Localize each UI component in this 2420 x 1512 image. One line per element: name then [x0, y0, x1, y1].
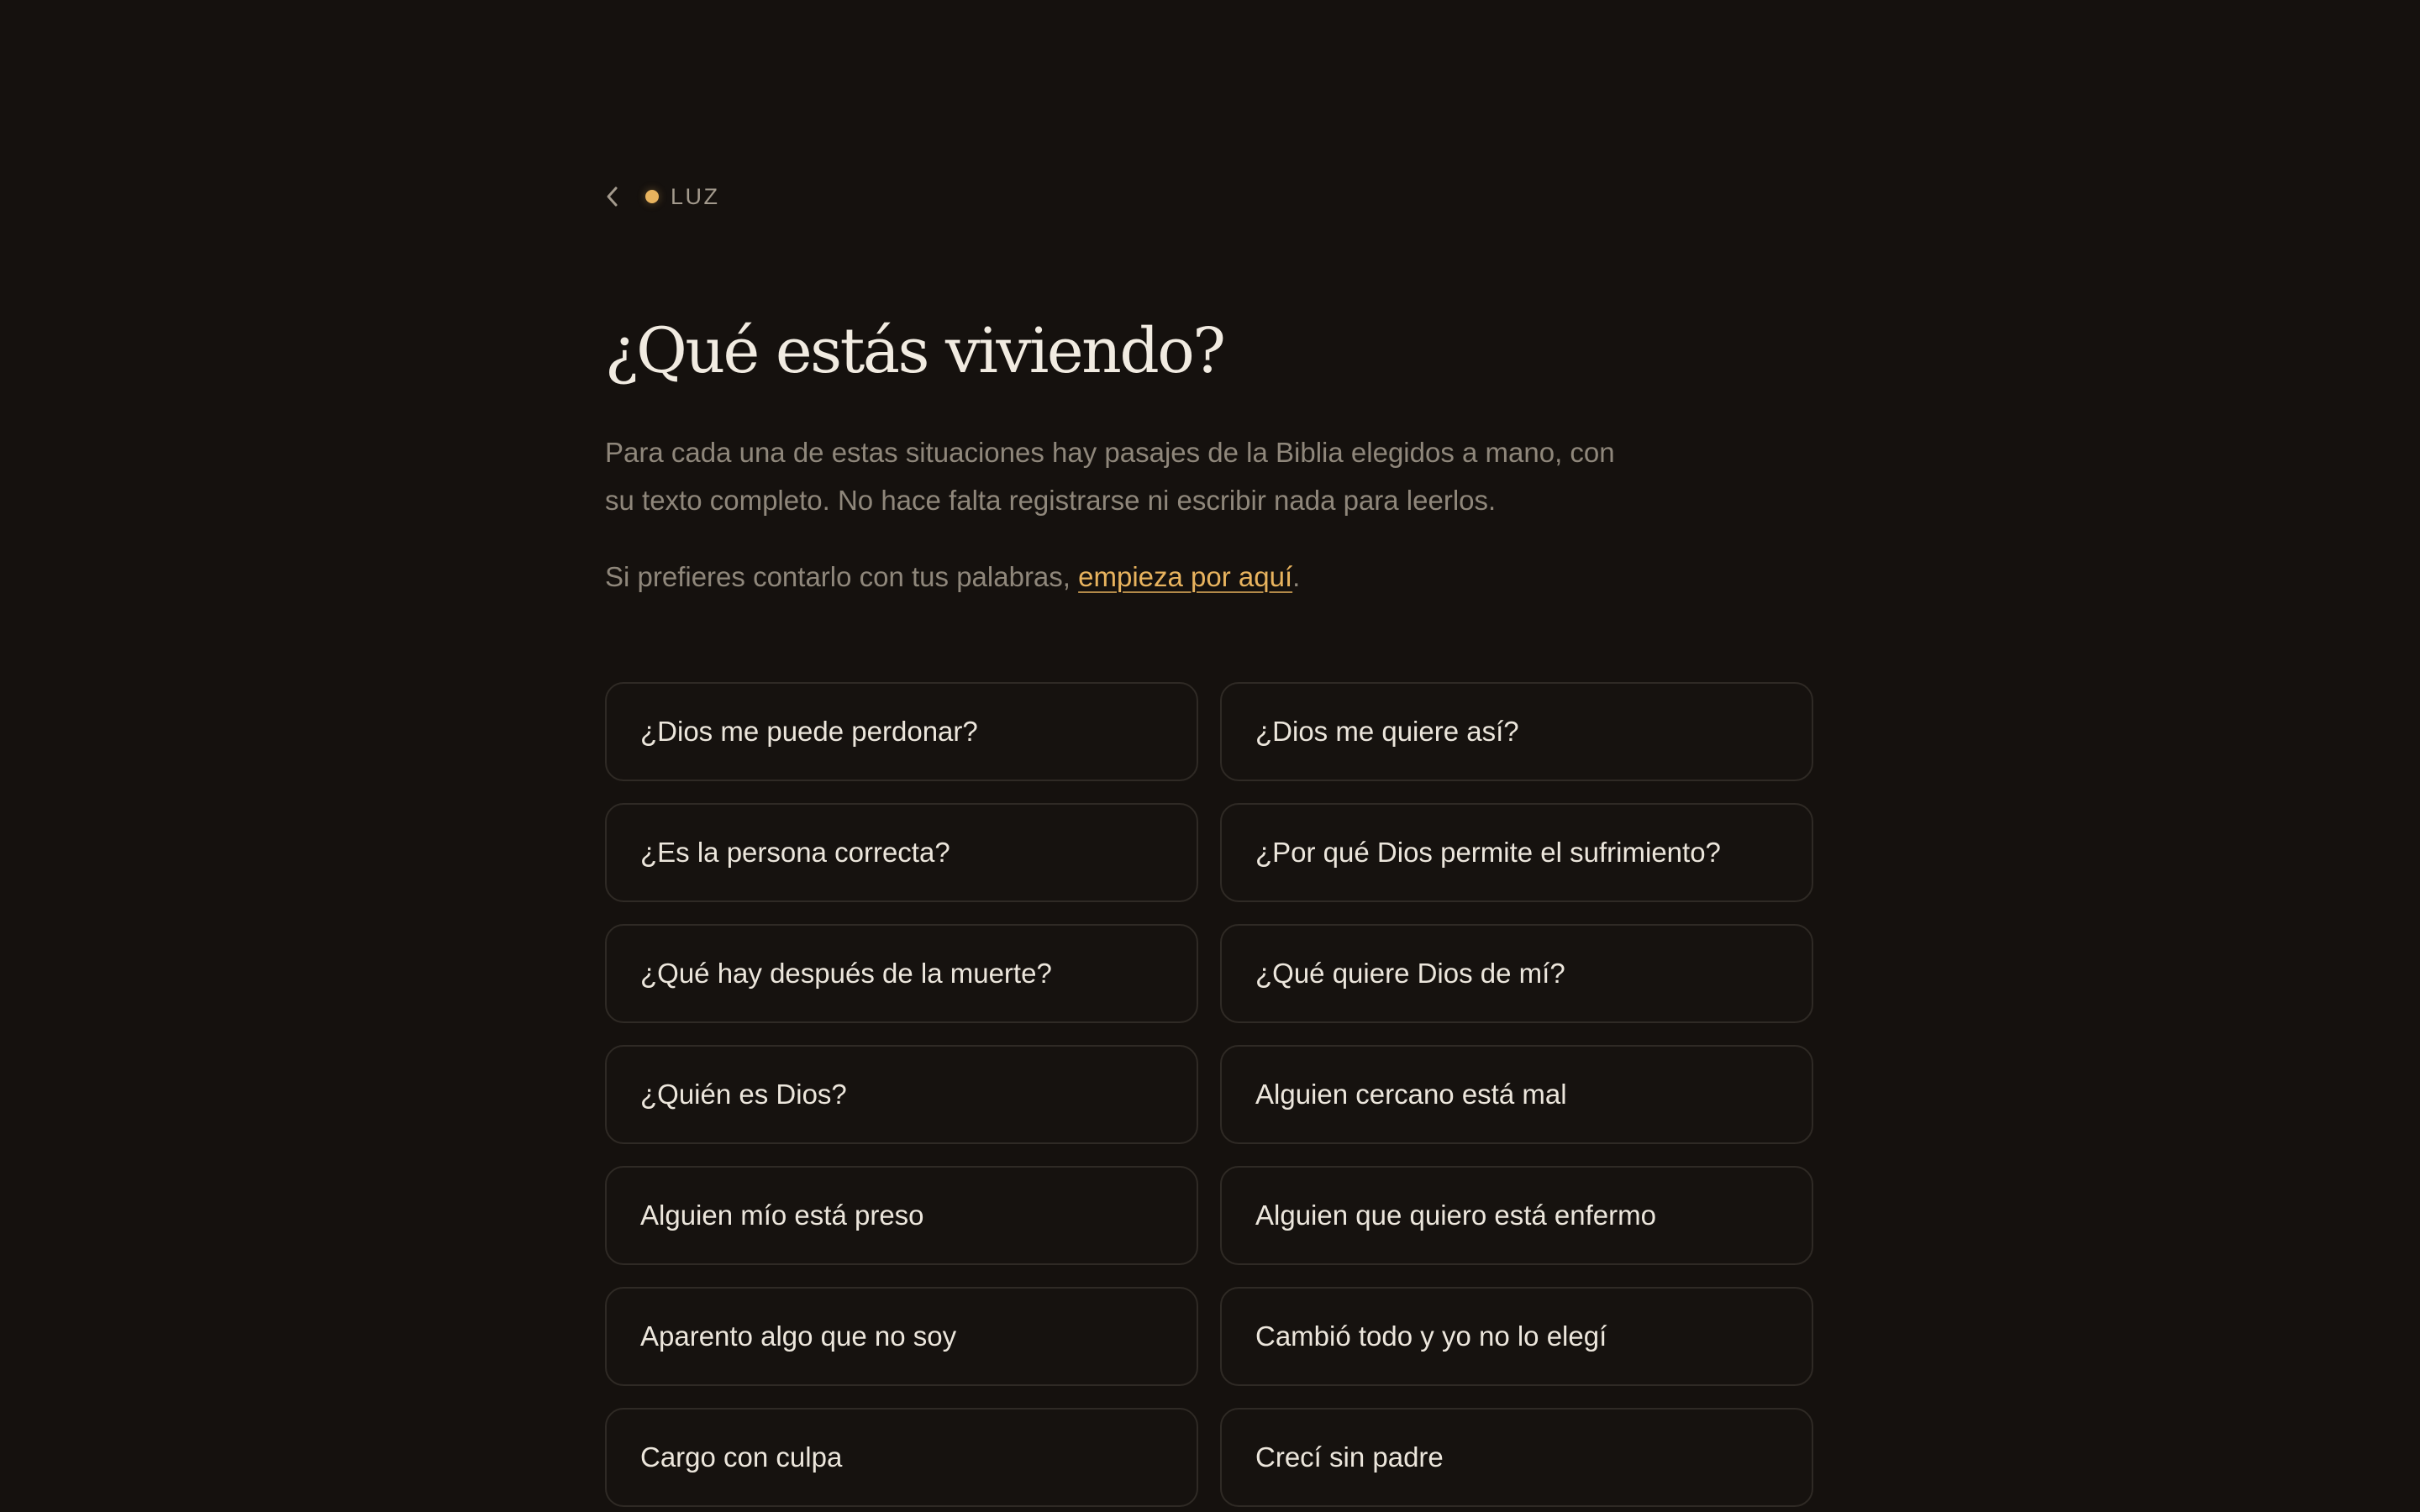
start-here-link[interactable]: empieza por aquí — [1078, 561, 1293, 592]
topic-grid — [605, 682, 1815, 1507]
topic-card[interactable]: Alguien mío está preso — [605, 1166, 1198, 1265]
topic-card[interactable]: Aparento algo que no soy — [605, 1287, 1198, 1386]
topic-card[interactable]: ¿Es la persona correcta? — [605, 803, 1198, 902]
topic-card[interactable]: ¿Quién es Dios? — [605, 1045, 1198, 1144]
brand-name[interactable]: LUZ — [671, 183, 720, 209]
topic-card[interactable]: ¿Qué quiere Dios de mí? — [1220, 924, 1813, 1023]
topic-card[interactable]: Alguien cercano está mal — [1220, 1045, 1813, 1144]
chevron-left-icon[interactable] — [605, 180, 627, 213]
top-nav — [605, 180, 720, 213]
topic-card[interactable]: Cargo con culpa — [605, 1408, 1198, 1507]
brand-dot-icon — [645, 190, 659, 203]
page-title: ¿Qué estás viviendo? — [605, 315, 1224, 387]
intro-text: Para cada una de estas situaciones hay pasajes de la Biblia elegidos a mano, con su texto completo. No hace falta registrarse ni escribir nada para leerlos. — [605, 437, 1615, 516]
cta-suffix: . — [1292, 561, 1301, 592]
topic-card[interactable]: Crecí sin padre — [1220, 1408, 1813, 1507]
topic-card[interactable]: ¿Qué hay después de la muerte? — [605, 924, 1198, 1023]
topic-card[interactable]: Alguien que quiero está enfermo — [1220, 1166, 1813, 1265]
topic-card[interactable]: ¿Dios me puede perdonar? — [605, 682, 1198, 781]
topic-card[interactable]: ¿Por qué Dios permite el sufrimiento? — [1220, 803, 1813, 902]
topic-card[interactable]: Cambió todo y yo no lo elegí — [1220, 1287, 1813, 1386]
topic-card[interactable]: ¿Dios me quiere así? — [1220, 682, 1813, 781]
cta-line — [605, 553, 1300, 601]
cta-prefix: Si prefieres contarlo con tus palabras, — [605, 561, 1079, 592]
